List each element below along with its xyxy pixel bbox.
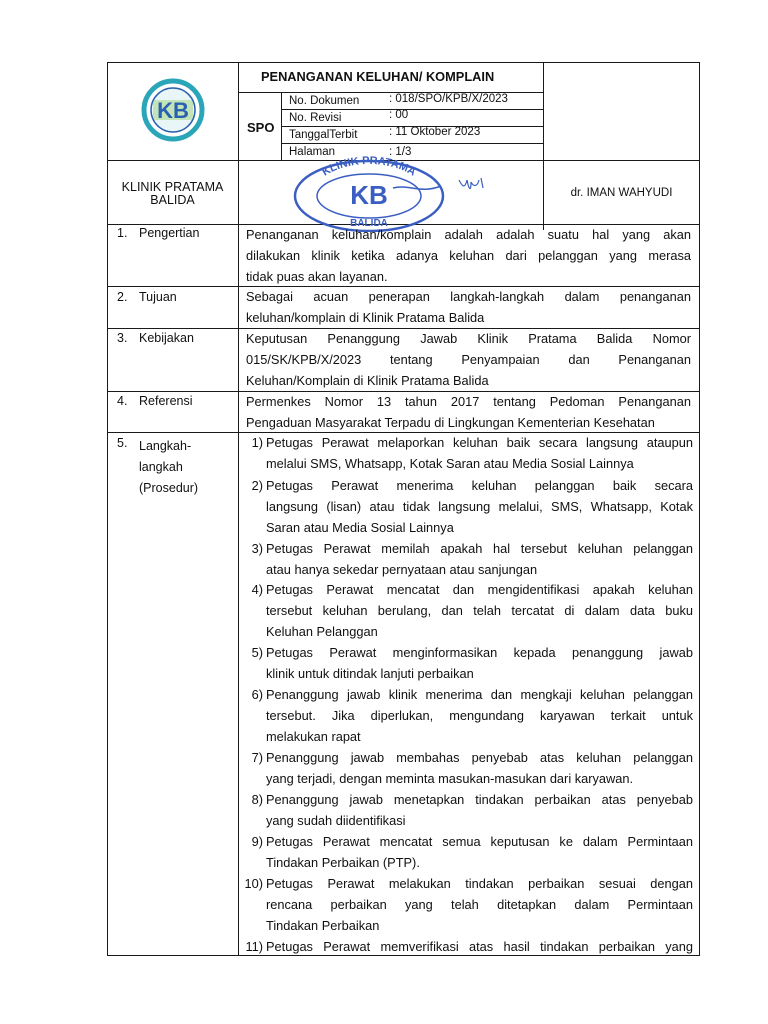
step-item-2 [251,475,693,538]
step-number: 10) [244,876,263,891]
step-item-7 [251,747,693,789]
step-number: 8) [251,792,263,807]
text-line: Petugas Perawat mencatat dan mengidentifikasi apakah keluhan [266,582,693,597]
section-body-4 [246,391,691,433]
step-number: 4) [251,582,263,597]
text-line: Sebagai acuan penerapan langkah-langkah dalam penanganan [246,289,691,304]
field-value-revision: : 00 [389,109,409,121]
text-line: Tindakan Perbaikan (PTP). [266,855,420,870]
section-label-3: Kebijakan [139,331,194,345]
field-value-page: : 1/3 [389,146,412,158]
text-line: Penanggung jawab membahas penyebab atas keluhan pelanggan [266,750,693,765]
text-line: keluhan/komplain di Klinik Pratama Balida [246,310,485,325]
section-label-2: Tujuan [139,290,177,304]
step-item-4 [251,579,693,642]
text-line: melalui SMS, Whatsapp, Kotak Saran atau Media Sosial Lainnya [266,456,634,471]
text-line: Permenkes Nomor 13 tahun 2017 tentang Pedoman Penanganan [246,394,691,409]
text-line: yang terjadi, dengan meminta masukan-masukan dari karyawan. [266,771,634,786]
spo-document [107,62,700,956]
section-body-3 [246,328,691,391]
field-line-1 [281,109,543,110]
text-line: Tindakan Perbaikan [266,918,380,933]
step-number: 2) [251,478,263,493]
step-item-8 [251,789,693,831]
text-line: Penanggung jawab menetapkan tindakan perbaikan atas penyebab [266,792,693,807]
text-line: langsung (lisan) atau tidak langsung melalui, SMS, Whatsapp, Kotak [266,499,693,514]
text-line: atau hanya sekedar pernyataan atau sanjungan [266,562,538,577]
stamp-bottom-text: BALIDA [350,218,388,229]
section-body-2 [246,286,691,328]
step-number: 11) [245,939,263,954]
text-line: Petugas Perawat melakukan tindakan perbaikan sesuai dengan [266,876,693,891]
step-item-9 [251,831,693,873]
step-item-10 [244,873,693,936]
step-number: 9) [251,834,263,849]
field-label-date: TanggalTerbit [289,129,358,141]
text-line: rencana perbaikan yang telah ditetapkan dalam Permintaan [266,897,693,912]
text-line: Penanggung jawab klinik menerima dan mengkaji keluhan pelanggan [266,687,693,702]
document-title: PENANGANAN KELUHAN/ KOMPLAIN [261,69,495,84]
clinic-name-line1: KLINIK PRATAMA [121,180,224,194]
section-number-2: 2. [117,290,128,304]
section-body-1 [246,224,691,287]
text-line: Keputusan Penanggung Jawab Klinik Pratama Balida Nomor [246,331,691,346]
section-number-5: 5. [117,436,128,450]
text-line: 015/SK/KPB/X/2023 tentang Penyampaian dan Penanganan [246,352,691,367]
field-value-date: : 11 Oktober 2023 [389,126,481,138]
clinic-logo [139,78,207,142]
text-line: Petugas Perawat memilah apakah hal tersebut keluhan pelanggan [266,541,693,556]
text-line: melakukan rapat [266,729,361,744]
spo-label: SPO [247,120,275,135]
step-item-6 [251,684,693,747]
header-right-divider [543,62,544,230]
text-line: Petugas Perawat mencatat semua keputusan ke dalam Permintaan [266,834,693,849]
step-number: 5) [251,645,263,660]
text-line: Keluhan/Komplain di Klinik Pratama Balida [246,373,489,388]
section-label-5b: langkah [139,460,183,474]
clinic-stamp [289,154,449,232]
text-line: Petugas Perawat memverifikasi atas hasil tindakan perbaikan yang [266,939,693,954]
stamp-center-text: KB [350,180,388,210]
text-line: dilakukan klinik ketika adanya keluhan dari pelanggan yang merasa [246,248,691,263]
field-value-document: : 018/SPO/KPB/X/2023 [389,93,508,105]
step-number: 7) [251,750,263,765]
text-line: Petugas Perawat menginformasikan kepada penanggung jawab [266,645,693,660]
step-number: 3) [251,541,263,556]
stamp-top-text: KLINIK PRATAMA [320,154,418,179]
text-line: Saran atau Media Sosial Lainnya [266,520,454,535]
text-line: Penanganan keluhan/komplain adalah adalah suatu hal yang akan [246,227,691,242]
step-item-11 [245,936,693,957]
svg-text:KLINIK PRATAMA [320,155,418,179]
step-number: 1) [251,435,263,450]
section-label-4: Referensi [139,394,193,408]
text-line: tersebut keluhan berulang, dan telah tercatat di dalam data buku [266,603,693,618]
signatory-name: dr. IMAN WAHYUDI [570,187,673,199]
text-line: Pengaduan Masyarakat Terpadu di Lingkungan Kementerian Kesehatan [246,415,655,430]
text-line: klinik untuk ditindak lanjuti perbaikan [266,666,474,681]
step-number: 6) [251,687,263,702]
field-label-page: Halaman [289,146,336,158]
field-label-revision: No. Revisi [289,112,342,124]
border-top [107,62,700,63]
field-line-3 [281,143,543,144]
step-item-1 [251,432,693,474]
logo-text: KB [157,98,189,123]
text-line: yang sudah diidentifikasi [266,813,406,828]
text-line: Keluhan Pelanggan [266,624,378,639]
section-label-1: Pengertian [139,226,200,240]
section-number-1: 1. [117,226,128,240]
text-line: Petugas Perawat menerima keluhan pelanggan baik secara [266,478,693,493]
field-label-document: No. Dokumen [289,95,360,107]
section-number-3: 3. [117,331,128,345]
text-line: tidak puas akan layanan. [246,269,388,284]
clinic-name-line2: BALIDA [150,193,195,207]
section-number-4: 4. [117,394,128,408]
signature-mark [457,174,493,196]
section-label-5a: Langkah- [139,439,192,453]
section-label-5c: (Prosedur) [139,481,199,495]
step-item-3 [251,538,693,580]
text-line: Petugas Perawat melaporkan keluhan baik secara langsung ataupun [266,435,693,450]
text-line: tersebut. Jika diperlukan, mengundang karyawan terkait untuk [266,708,693,723]
step-item-5 [251,642,693,684]
column-divider [238,62,239,956]
